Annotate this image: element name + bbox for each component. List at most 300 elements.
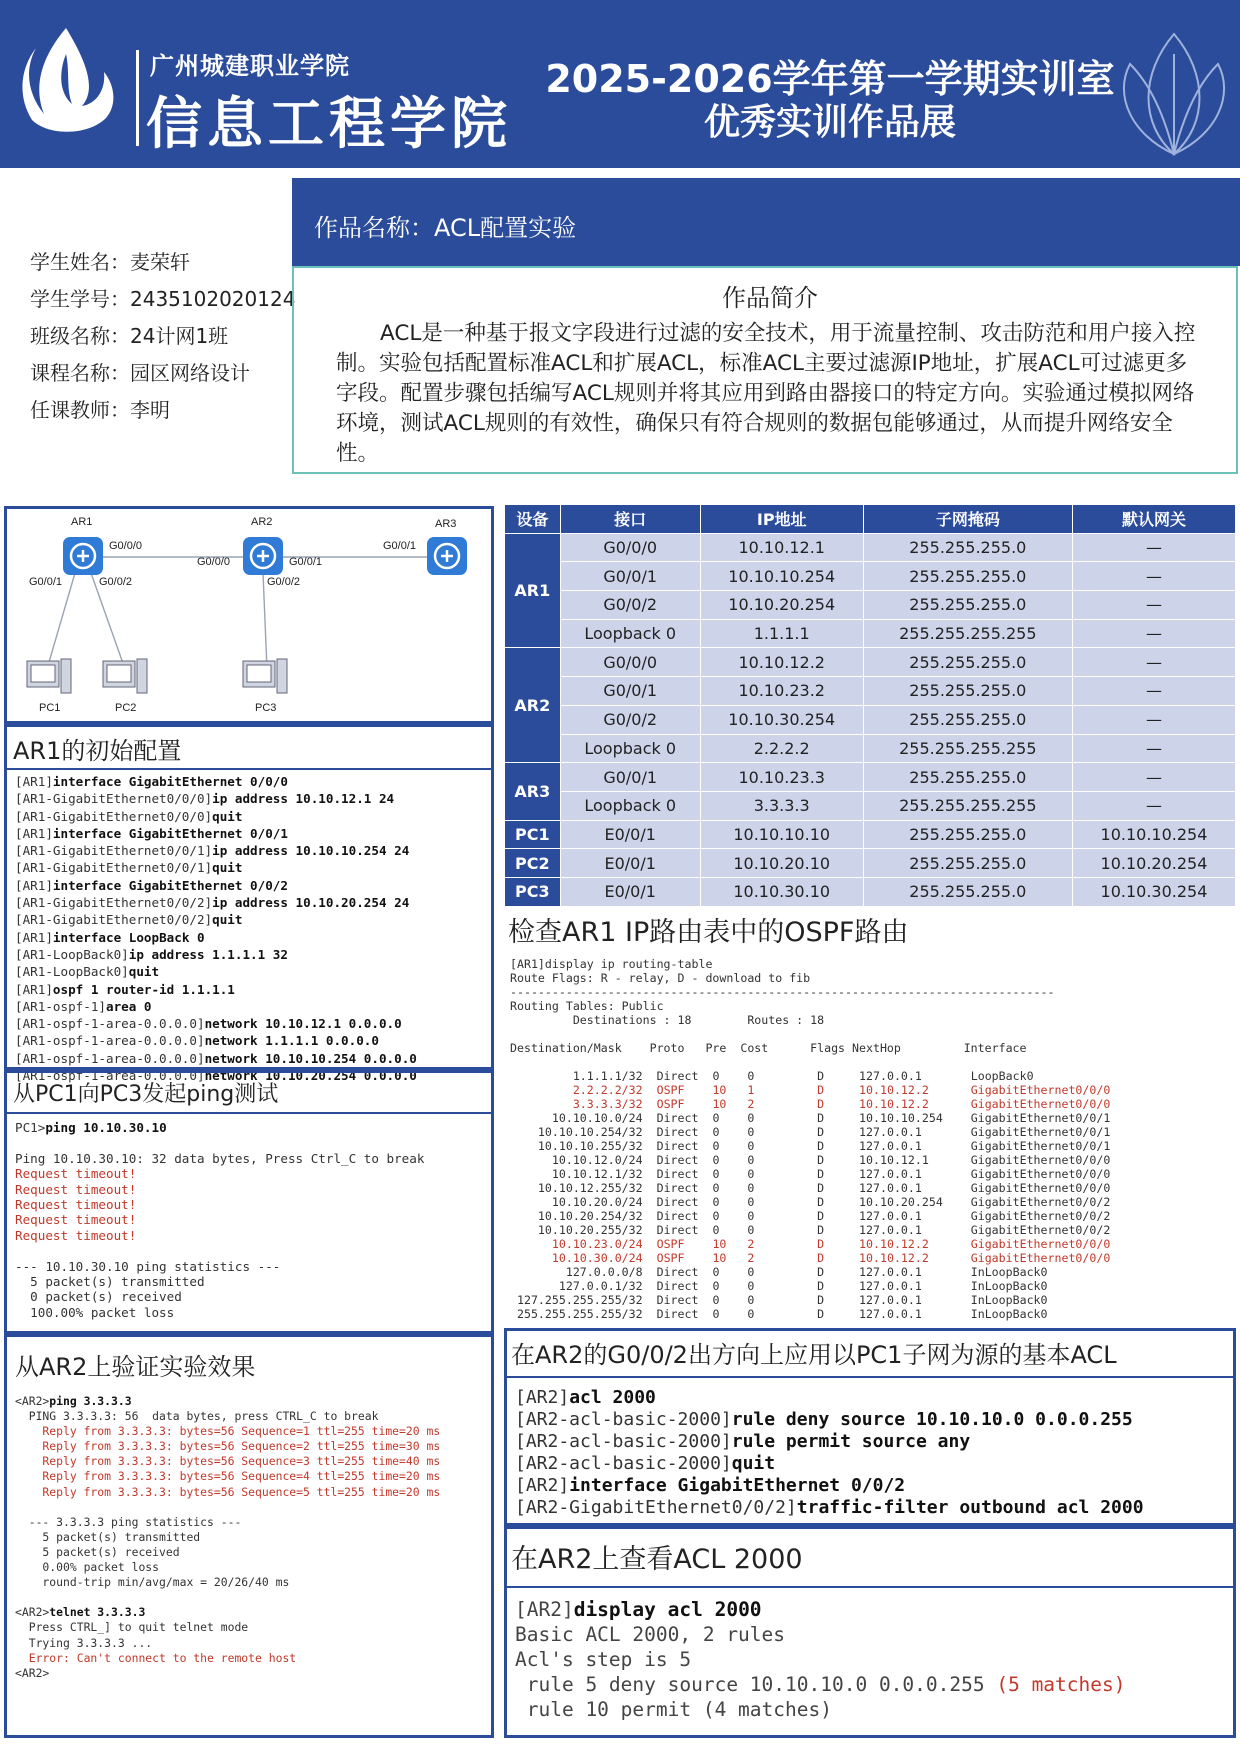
ping-test-code	[15, 1120, 483, 1320]
table-cell: 255.255.255.255	[863, 791, 1072, 820]
prompt: Ping 10.10.30.10: 32 data bytes, Press Ctrl_C to break	[15, 1150, 425, 1166]
route-field: GigabitEthernet0/0/2	[970, 1223, 1111, 1237]
route-row	[510, 1195, 1236, 1209]
prompt: --- 3.3.3.3 ping statistics ---	[15, 1514, 242, 1529]
route-field: 127.0.0.1	[859, 1069, 971, 1083]
table-cell: 255.255.255.0	[863, 763, 1072, 792]
route-field: 0	[712, 1307, 748, 1321]
routing-header-line: Routing Tables: Public	[510, 999, 664, 1013]
route-field: 2	[747, 1251, 818, 1265]
route-field: 10.10.12.0/24	[510, 1153, 643, 1167]
route-field: D	[817, 1279, 860, 1293]
command: quit	[731, 1453, 776, 1474]
table-cell: 255.255.255.0	[863, 591, 1072, 620]
route-field: Direct	[642, 1139, 713, 1153]
prompt: PING 3.3.3.3: 56 data bytes, press CTRL_C to break	[15, 1409, 379, 1424]
student-name: 学生姓名：麦荣轩	[30, 250, 190, 274]
prompt: [AR2]	[515, 1387, 570, 1408]
output-error: Error: Can't connect to the remote host	[15, 1650, 297, 1665]
code-line	[15, 1394, 483, 1409]
prompt: [AR2-acl-basic-2000]	[515, 1431, 732, 1452]
table-cell: 10.10.12.1	[700, 533, 863, 562]
acl-view-panel	[504, 1526, 1236, 1738]
route-field: 0	[747, 1125, 818, 1139]
route-field: OSPF	[642, 1083, 713, 1097]
pc-icon	[27, 659, 287, 693]
code-line	[15, 1166, 483, 1181]
route-field: 255.255.255.255/32	[510, 1307, 643, 1321]
route-field: 10.10.10.0/24	[510, 1111, 643, 1125]
output-error: Request timeout!	[15, 1227, 137, 1243]
command: ip address 10.10.20.254 24	[212, 895, 410, 911]
router-icon	[63, 537, 103, 575]
route-field: 127.0.0.1	[859, 1279, 971, 1293]
code-line	[15, 1033, 483, 1050]
command: interface LoopBack 0	[52, 929, 205, 945]
table-row	[505, 648, 1236, 677]
code-line	[515, 1621, 1225, 1646]
code-line	[15, 1197, 483, 1212]
code-line	[15, 809, 483, 826]
code-line	[15, 1636, 483, 1651]
route-field: 1.1.1.1/32	[510, 1069, 643, 1083]
route-field: 10.10.20.254/32	[510, 1209, 643, 1223]
route-field: InLoopBack0	[970, 1279, 1048, 1293]
table-cell: —	[1072, 791, 1235, 820]
device-cell: AR1	[505, 533, 561, 648]
route-row	[510, 1139, 1236, 1153]
route-field: 0	[712, 1069, 748, 1083]
route-field: 127.0.0.1	[859, 1307, 971, 1321]
route-row	[510, 1111, 1236, 1125]
route-field: 0	[747, 1139, 818, 1153]
route-field: 127.0.0.0/8	[510, 1265, 643, 1279]
route-field: 2	[747, 1097, 818, 1111]
route-field: 0	[712, 1181, 748, 1195]
intro-text: ACL是一种基于报文字段进行过滤的安全技术，用于流量控制、攻击防范和用户接入控制。实验包括配置标准ACL和扩展ACL，标准ACL主要过滤源IP地址，扩展ACL可过滤更多字段。配置步骤包括编写ACL规则并将其应用到路由器接口的特定方向。实验通过模拟网络环境，测试ACL规则的有效性，确保只有符合规则的数据包能够通过，从而提升网络安全性。	[336, 321, 1196, 466]
code-line	[15, 1051, 483, 1068]
route-field: LoopBack0	[970, 1069, 1034, 1083]
route-field: GigabitEthernet0/0/0	[970, 1097, 1111, 1111]
student-class: 班级名称：24计网1班	[30, 324, 229, 348]
output-error: Request timeout!	[15, 1166, 137, 1182]
prompt: --- 10.10.30.10 ping statistics ---	[15, 1258, 281, 1274]
prompt: [AR1-ospf-1]	[15, 998, 106, 1014]
command: network 10.10.10.254 0.0.0.0	[204, 1050, 417, 1066]
code-line	[15, 1228, 483, 1243]
route-row	[510, 1083, 1236, 1097]
label-ar2-g001: G0/0/1	[289, 556, 323, 568]
college-name: 信息工程学院	[146, 92, 512, 157]
prompt: [AR2-GigabitEthernet0/0/2]	[515, 1497, 797, 1518]
output-error: Reply from 3.3.3.3: bytes=56 Sequence=3 ttl=255 time=40 ms	[15, 1454, 441, 1469]
prompt: [AR1]	[15, 774, 53, 789]
code-line	[15, 774, 483, 791]
route-field: 0	[712, 1167, 748, 1181]
code-line	[515, 1474, 1225, 1496]
prompt: 5 packet(s) transmitted	[15, 1273, 205, 1289]
table-cell: E0/0/1	[560, 820, 700, 849]
code-line	[15, 1485, 483, 1500]
prompt: PC1>	[15, 1120, 46, 1135]
prompt: [AR1-LoopBack0]	[15, 946, 129, 962]
table-cell: 255.255.255.0	[863, 849, 1072, 878]
table-cell: —	[1072, 562, 1235, 591]
routing-header-line: Destinations : 18 Routes : 18	[510, 1013, 825, 1027]
route-field: D	[817, 1181, 860, 1195]
prompt: [AR1-LoopBack0]	[15, 964, 129, 980]
code-line	[15, 1666, 483, 1681]
route-row	[510, 1153, 1236, 1167]
acl-apply-title: 在AR2的G0/0/2出方向上应用以PC1子网为源的基本ACL	[507, 1335, 1233, 1378]
route-field: D	[817, 1125, 860, 1139]
routing-table-code	[504, 1069, 1236, 1321]
code-line	[15, 1454, 483, 1469]
route-field: 0	[712, 1125, 748, 1139]
table-cell: 10.10.12.2	[700, 648, 863, 677]
code-line	[15, 999, 483, 1016]
match-count: (5 matches)	[996, 1673, 1126, 1696]
device-cell: AR3	[505, 763, 561, 820]
code-line	[515, 1452, 1225, 1474]
ping-test-panel	[4, 1070, 494, 1334]
table-row	[505, 562, 1236, 591]
label-ar2: AR2	[251, 516, 273, 528]
route-field: Direct	[642, 1125, 713, 1139]
route-row	[510, 1125, 1236, 1139]
output-error: Request timeout!	[15, 1196, 137, 1212]
prompt: Acl's step is 5	[515, 1648, 692, 1671]
prompt: [AR1]	[15, 877, 53, 893]
command: ip address 10.10.10.254 24	[212, 843, 410, 859]
command: interface GigabitEthernet 0/0/2	[569, 1475, 906, 1496]
output-error: Request timeout!	[15, 1181, 137, 1197]
label-pc1: PC1	[39, 702, 61, 714]
route-field: 0	[712, 1223, 748, 1237]
route-field: 10.10.30.0/24	[510, 1251, 643, 1265]
route-field: D	[817, 1083, 860, 1097]
route-field: 127.0.0.1	[859, 1139, 971, 1153]
route-field: Direct	[642, 1181, 713, 1195]
table-cell: —	[1072, 677, 1235, 706]
code-line	[15, 1500, 483, 1515]
lotus-decoration-icon	[1110, 14, 1238, 164]
output-error: Reply from 3.3.3.3: bytes=56 Sequence=5 ttl=255 time=20 ms	[15, 1484, 441, 1499]
route-field: 10.10.10.254/32	[510, 1125, 643, 1139]
prompt: 5 packet(s) transmitted	[15, 1529, 201, 1544]
table-cell: 10.10.23.2	[700, 677, 863, 706]
code-line	[515, 1646, 1225, 1671]
table-cell: 10.10.20.10	[700, 849, 863, 878]
address-table-panel	[504, 504, 1236, 907]
routing-header-code	[504, 957, 1236, 1069]
route-field: GigabitEthernet0/0/0	[970, 1153, 1111, 1167]
command: ip address 1.1.1.1 32	[128, 946, 288, 962]
route-field: 0	[747, 1167, 818, 1181]
table-row	[505, 820, 1236, 849]
route-field: 10.10.20.254	[859, 1195, 971, 1209]
command: quit	[212, 912, 243, 928]
route-field: 2.2.2.2/32	[510, 1083, 643, 1097]
code-line	[15, 1289, 483, 1304]
route-field: 0	[747, 1195, 818, 1209]
route-field: 10	[712, 1251, 748, 1265]
routing-header-line	[510, 1027, 1236, 1041]
routing-header-line: ------------------------------------------------------------------------------	[510, 985, 1055, 999]
prompt: <AR2>	[15, 1665, 50, 1680]
route-field: GigabitEthernet0/0/0	[970, 1167, 1111, 1181]
command: interface GigabitEthernet 0/0/2	[52, 877, 288, 893]
table-cell: G0/0/2	[560, 705, 700, 734]
prompt: 0 packet(s) received	[15, 1289, 182, 1305]
route-field: 0	[712, 1209, 748, 1223]
table-row	[505, 791, 1236, 820]
route-row	[510, 1307, 1236, 1321]
prompt: 0.00% packet loss	[15, 1560, 160, 1575]
prompt: [AR2-acl-basic-2000]	[515, 1409, 732, 1430]
code-line	[15, 860, 483, 877]
ar1-config-code	[15, 774, 483, 1085]
route-field: GigabitEthernet0/0/1	[970, 1125, 1111, 1139]
route-field: 0	[747, 1111, 818, 1125]
routing-header-line	[510, 1055, 1236, 1069]
column-header: IP地址	[700, 505, 863, 534]
route-field: D	[817, 1209, 860, 1223]
table-cell: G0/0/1	[560, 763, 700, 792]
column-header: 默认网关	[1072, 505, 1235, 534]
code-line	[15, 826, 483, 843]
route-field: D	[817, 1251, 860, 1265]
column-header: 子网掩码	[863, 505, 1072, 534]
prompt: Basic ACL 2000, 2 rules	[515, 1623, 786, 1646]
route-row	[510, 1279, 1236, 1293]
routing-header-line: Route Flags: R - relay, D - download to fib	[510, 971, 811, 985]
code-line	[15, 930, 483, 947]
route-field: GigabitEthernet0/0/2	[970, 1209, 1111, 1223]
route-field: 10.10.12.2	[859, 1097, 971, 1111]
prompt: [AR2-acl-basic-2000]	[515, 1453, 732, 1474]
router-icon	[243, 537, 283, 575]
route-field: Direct	[642, 1167, 713, 1181]
route-row	[510, 1069, 1236, 1083]
code-line	[15, 1620, 483, 1635]
table-cell: 255.255.255.0	[863, 877, 1072, 906]
prompt: [AR1-ospf-1-area-0.0.0.0]	[15, 1050, 205, 1066]
command: network 10.10.12.1 0.0.0.0	[204, 1016, 402, 1032]
prompt: <AR2>	[15, 1605, 50, 1620]
ar1-config-panel	[4, 724, 494, 1084]
code-line	[15, 1590, 483, 1605]
prompt: [AR1]	[15, 825, 53, 841]
router-icon	[427, 537, 467, 575]
table-cell: 255.255.255.0	[863, 533, 1072, 562]
table-cell: 1.1.1.1	[700, 619, 863, 648]
table-cell: 10.10.30.254	[1072, 877, 1235, 906]
intro-box	[292, 266, 1238, 474]
route-field: GigabitEthernet0/0/0	[970, 1251, 1111, 1265]
school-name: 广州城建职业学院	[150, 52, 350, 80]
table-cell: 3.3.3.3	[700, 791, 863, 820]
route-field: 0	[747, 1209, 818, 1223]
route-field: 10	[712, 1097, 748, 1111]
label-ar2-g000: G0/0/0	[197, 556, 231, 568]
command: quit	[212, 808, 243, 824]
route-field: OSPF	[642, 1097, 713, 1111]
table-row	[505, 619, 1236, 648]
address-table	[504, 504, 1236, 907]
route-field: Direct	[642, 1265, 713, 1279]
table-row	[505, 877, 1236, 906]
prompt: [AR1-ospf-1-area-0.0.0.0]	[15, 1033, 205, 1049]
table-cell: E0/0/1	[560, 877, 700, 906]
route-row	[510, 1097, 1236, 1111]
code-line	[15, 895, 483, 912]
route-field: 10.10.20.255/32	[510, 1223, 643, 1237]
label-ar1-g002: G0/0/2	[99, 576, 133, 588]
ar2-verify-code	[15, 1394, 483, 1681]
route-field: 127.0.0.1	[859, 1125, 971, 1139]
route-field: Direct	[642, 1307, 713, 1321]
route-field: InLoopBack0	[970, 1265, 1048, 1279]
table-header	[505, 505, 1236, 534]
code-line	[15, 1274, 483, 1289]
route-field: 0	[747, 1223, 818, 1237]
route-field: InLoopBack0	[970, 1307, 1048, 1321]
command: network 1.1.1.1 0.0.0.0	[204, 1033, 379, 1049]
code-line	[15, 1135, 483, 1150]
route-field: 0	[747, 1153, 818, 1167]
table-row	[505, 734, 1236, 763]
route-field: D	[817, 1153, 860, 1167]
column-header: 设备	[505, 505, 561, 534]
command: acl 2000	[569, 1387, 656, 1408]
code-line	[15, 1212, 483, 1227]
route-field: 0	[747, 1265, 818, 1279]
table-cell: G0/0/1	[560, 562, 700, 591]
output-error: Request timeout!	[15, 1212, 137, 1228]
route-field: InLoopBack0	[970, 1293, 1048, 1307]
code-line	[15, 791, 483, 808]
prompt: [AR1-GigabitEthernet0/0/2]	[15, 895, 213, 911]
label-pc3: PC3	[255, 702, 277, 714]
table-cell: 255.255.255.0	[863, 562, 1072, 591]
route-field: 0	[747, 1069, 818, 1083]
prompt: [AR1-ospf-1-area-0.0.0.0]	[15, 1016, 205, 1032]
command: ping 3.3.3.3	[49, 1394, 132, 1408]
code-line	[15, 1305, 483, 1320]
route-row	[510, 1209, 1236, 1223]
prompt: [AR1-GigabitEthernet0/0/0]	[15, 808, 213, 824]
table-row	[505, 591, 1236, 620]
label-ar1: AR1	[71, 516, 93, 528]
prompt: Trying 3.3.3.3 ...	[15, 1635, 153, 1650]
command: interface GigabitEthernet 0/0/0	[52, 774, 288, 789]
route-row	[510, 1237, 1236, 1251]
code-line	[15, 1439, 483, 1454]
output-error: Reply from 3.3.3.3: bytes=56 Sequence=4 ttl=255 time=20 ms	[15, 1469, 441, 1484]
acl-apply-panel	[504, 1328, 1236, 1526]
ping-test-title: 从PC1向PC3发起ping测试	[7, 1077, 491, 1114]
code-line	[15, 1151, 483, 1166]
code-line	[515, 1386, 1225, 1408]
table-cell: —	[1072, 763, 1235, 792]
table-cell: Loopback 0	[560, 734, 700, 763]
code-line	[15, 1530, 483, 1545]
work-title: 作品名称：ACL配置实验	[292, 178, 1240, 266]
route-field: 10.10.10.254	[859, 1111, 971, 1125]
ar2-verify-title: 从AR2上验证实验效果	[15, 1353, 256, 1381]
table-row	[505, 763, 1236, 792]
route-field: Direct	[642, 1195, 713, 1209]
table-cell: 255.255.255.0	[863, 820, 1072, 849]
route-field: 0	[712, 1139, 748, 1153]
route-field: 127.0.0.1	[859, 1293, 971, 1307]
route-field: 0	[747, 1181, 818, 1195]
table-cell: G0/0/0	[560, 533, 700, 562]
header-banner	[0, 0, 1240, 168]
prompt: 5 packet(s) received	[15, 1544, 180, 1559]
code-line	[15, 912, 483, 929]
code-line	[15, 1560, 483, 1575]
route-field: 10.10.12.2	[859, 1237, 971, 1251]
route-field: 0	[712, 1153, 748, 1167]
student-info	[30, 244, 295, 429]
route-field: Direct	[642, 1223, 713, 1237]
prompt: [AR1]	[15, 929, 53, 945]
command: rule permit source any	[731, 1431, 971, 1452]
table-cell: G0/0/2	[560, 591, 700, 620]
prompt: [AR1-GigabitEthernet0/0/1]	[15, 860, 213, 876]
route-field: 0	[747, 1307, 818, 1321]
route-field: GigabitEthernet0/0/1	[970, 1139, 1111, 1153]
table-row	[505, 705, 1236, 734]
prompt: rule 10 permit (4 matches)	[515, 1698, 832, 1721]
prompt: rule 5 deny source 10.10.10.0 0.0.0.255	[515, 1673, 997, 1696]
table-cell: 10.10.23.3	[700, 763, 863, 792]
label-ar3-g001: G0/0/1	[383, 540, 417, 552]
table-row	[505, 677, 1236, 706]
table-cell: 10.10.20.254	[700, 591, 863, 620]
command: interface GigabitEthernet 0/0/1	[52, 825, 288, 841]
route-field: 10.10.12.255/32	[510, 1181, 643, 1195]
table-cell: —	[1072, 648, 1235, 677]
code-line	[15, 1575, 483, 1590]
code-line	[15, 843, 483, 860]
route-field: 10.10.12.2	[859, 1251, 971, 1265]
table-cell: E0/0/1	[560, 849, 700, 878]
prompt: [AR2]	[515, 1475, 570, 1496]
route-field: GigabitEthernet0/0/1	[970, 1111, 1111, 1125]
table-cell: 2.2.2.2	[700, 734, 863, 763]
route-field: 10	[712, 1083, 748, 1097]
command: rule deny source 10.10.10.0 0.0.0.255	[731, 1409, 1133, 1430]
route-row	[510, 1223, 1236, 1237]
divider	[136, 50, 139, 146]
prompt: [AR1-ospf-1-area-0.0.0.0]	[15, 1068, 205, 1084]
route-field: D	[817, 1237, 860, 1251]
route-field: 0	[747, 1279, 818, 1293]
prompt: [AR1]	[15, 981, 53, 997]
code-line	[15, 1259, 483, 1274]
code-line	[15, 1182, 483, 1197]
table-cell: 10.10.10.254	[1072, 820, 1235, 849]
route-field: 2	[747, 1237, 818, 1251]
prompt: Press CTRL_] to quit telnet mode	[15, 1620, 249, 1635]
code-line	[15, 1469, 483, 1484]
route-field: 10.10.12.1/32	[510, 1167, 643, 1181]
prompt: [AR2]	[515, 1598, 574, 1621]
route-field: 10	[712, 1237, 748, 1251]
